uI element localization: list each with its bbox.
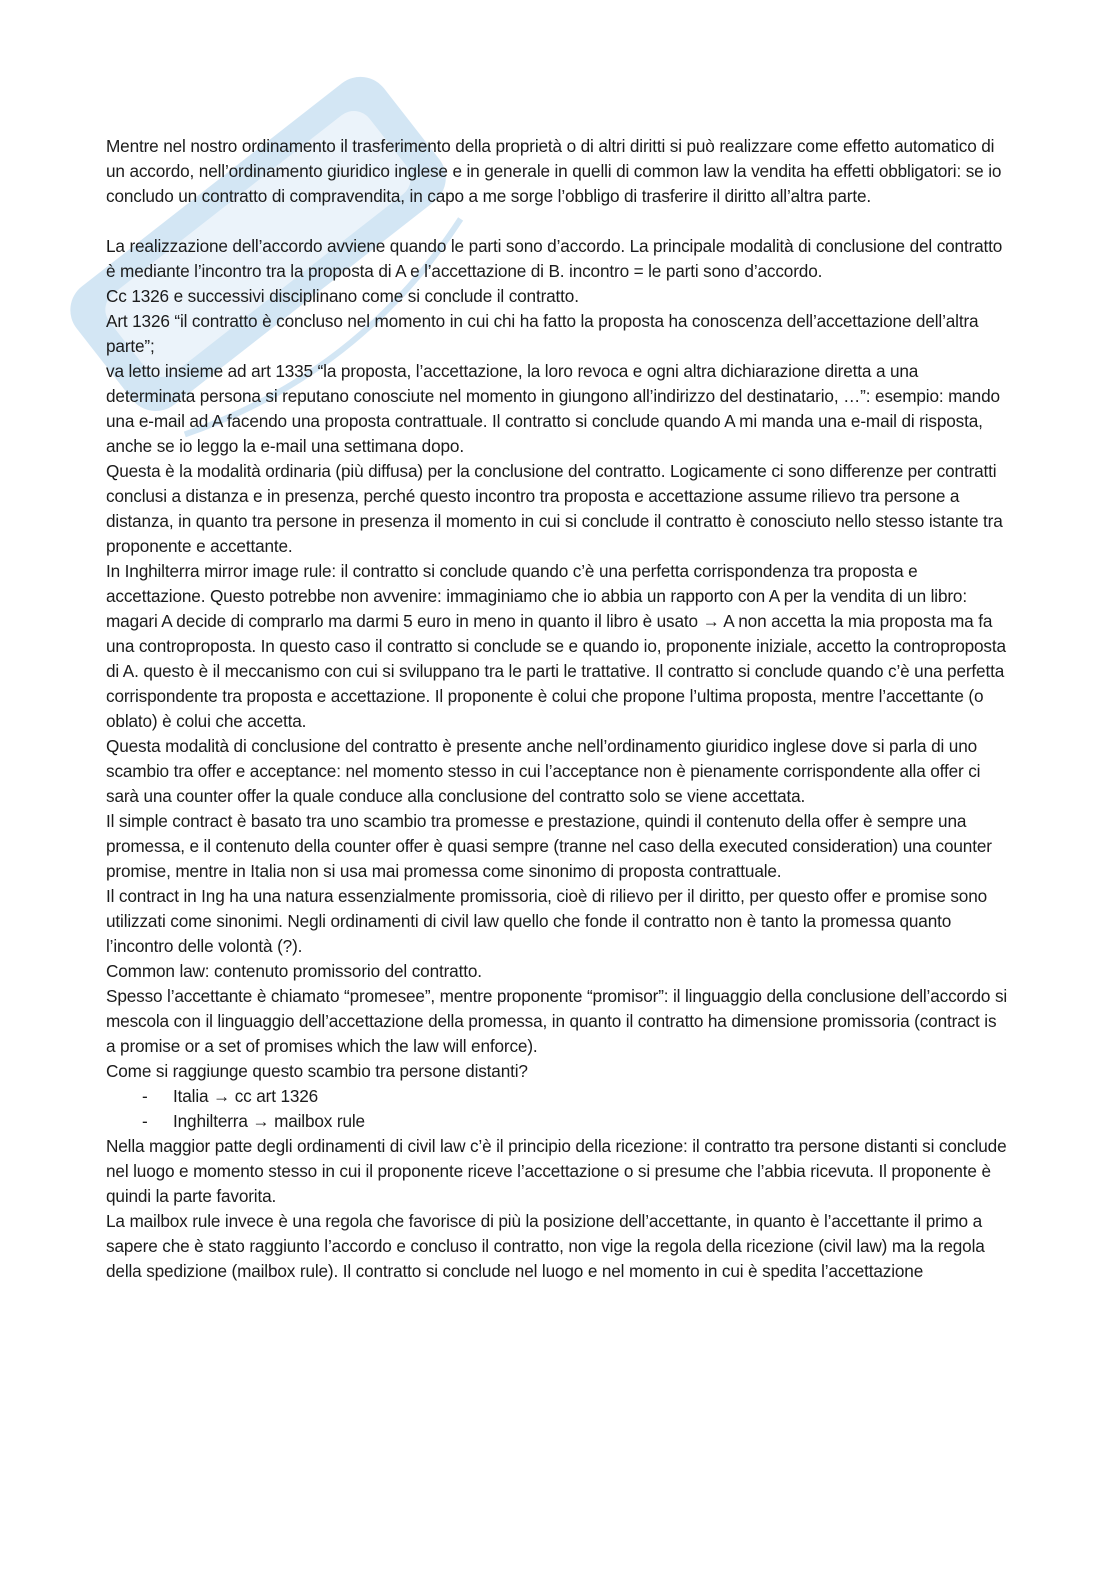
- paragraph-1: Mentre nel nostro ordinamento il trasferimento della proprietà o di altri diritti si può realizzare come effetto automatico di un accordo, nell’ordinamento giuridico inglese e in generale in quelli di common law la vendita ha effetti obbligatori: se io concludo un contratto di compravendita, in capo a me sorge l’obbligo di trasferire il diritto all’altra parte.: [106, 136, 1002, 206]
- document-body: [106, 134, 1010, 1284]
- paragraph-15: La mailbox rule invece è una regola che favorisce di più la posizione dell’accettante, in quanto è l’accettante il primo a sapere che è stato raggiunto l’accordo e concluso il contratto, non vige la regola della ricezione (civil law) ma la regola della spedizione (mailbox rule). Il contratto si conclude nel luogo e nel momento in cui è spedita l’accettazione: [106, 1211, 985, 1281]
- paragraph-4: Art 1326 “il contratto è concluso nel momento in cui chi ha fatto la proposta ha conoscenza dell’accettazione dell’altra parte”;: [106, 311, 979, 356]
- paragraph-14: Nella maggior patte degli ordinamenti di civil law c’è il principio della ricezione: il contratto tra persone distanti si conclude nel luogo e momento stesso in cui il proponente riceve l’accettazione o si presume che l’abbia ricevuta. Il proponente è quindi la parte favorita.: [106, 1136, 1007, 1206]
- paragraph-3: Cc 1326 e successivi disciplinano come si conclude il contratto.: [106, 286, 579, 306]
- paragraph-6: Questa è la modalità ordinaria (più diffusa) per la conclusione del contratto. Logicamente ci sono differenze per contratti conclusi a distanza e in presenza, perché questo incontro tra proposta e accettazione assume rilievo tra persone a distanza, in quanto tra persone in presenza il momento in cui si conclude il contratto è conosciuto nello stesso istante tra proponente e accettante.: [106, 461, 1003, 556]
- paragraph-11: Common law: contenuto promissorio del contratto.: [106, 961, 482, 981]
- paragraph-9: Il simple contract è basato tra uno scambio tra promesse e prestazione, quindi il contenuto della offer è sempre una promessa, e il contenuto della counter offer è quasi sempre (tranne nel caso della executed consideration) una counter promise, mentre in Italia non si usa mai promessa come sinonimo di proposta contrattuale.: [106, 811, 992, 881]
- comparison-list: [106, 1084, 1010, 1134]
- paragraph-5: va letto insieme ad art 1335 “la proposta, l’accettazione, la loro revoca e ogni altra dichiarazione diretta a una determinata persona si reputano conosciute nel momento in giungono all’indirizzo del destinatario, …”: esempio: mando una e-mail ad A facendo una proposta contrattuale. Il contratto si conclude quando A mi manda una e-mail di risposta, anche se io leggo la e-mail una settimana dopo.: [106, 361, 1000, 456]
- paragraph-2: La realizzazione dell’accordo avviene quando le parti sono d’accordo. La principale modalità di conclusione del contratto è mediante l’incontro tra la proposta di A e l’accettazione di B. incontro = le parti sono d’accordo.: [106, 236, 1003, 281]
- list-item-italia: - Italia → cc art 1326: [142, 1084, 1010, 1109]
- paragraph-12: Spesso l’accettante è chiamato “promesee”, mentre proponente “promisor”: il linguaggio della conclusione dell’accordo si mescola con il linguaggio dell’accettazione della promessa, in quanto il contratto ha dimensione promissoria (contract is a promise or a set of promises which the law will enforce).: [106, 986, 1008, 1056]
- paragraph-8: Questa modalità di conclusione del contratto è presente anche nell’ordinamento giuridico inglese dove si parla di uno scambio tra offer e acceptance: nel momento stesso in cui l’acceptance non è pienamente corrispondente alla offer ci sarà una counter offer la quale conduce alla conclusione del contratto solo se viene accettata.: [106, 736, 981, 806]
- paragraph-13: Come si raggiunge questo scambio tra persone distanti?: [106, 1061, 528, 1081]
- paragraph-10: Il contract in Ing ha una natura essenzialmente promissoria, cioè di rilievo per il diritto, per questo offer e promise sono utilizzati come sinonimi. Negli ordinamenti di civil law quello che fonde il contratto non è tanto la promessa quanto l’incontro delle volontà (?).: [106, 886, 988, 956]
- paragraph-7: In Inghilterra mirror image rule: il contratto si conclude quando c’è una perfetta corrispondenza tra proposta e accettazione. Questo potrebbe non avvenire: immaginiamo che io abbia un rapporto con A per la vendita di un libro: magari A decide di comprarlo ma darmi 5 euro in meno in quanto il libro è usato → A non accetta la mia proposta ma fa una controproposta. In questo caso il contratto si conclude se e quando io, proponente iniziale, accetto la controproposta di A. questo è il meccanismo con cui si sviluppano tra le parti le trattative. Il contratto si conclude quando c’è una perfetta corrispondente tra proposta e accettazione. Il proponente è colui che propone l’ultima proposta, mentre l’accettante (o oblato) è colui che accetta.: [106, 561, 1006, 731]
- list-item-inghilterra: - Inghilterra → mailbox rule: [142, 1109, 1010, 1134]
